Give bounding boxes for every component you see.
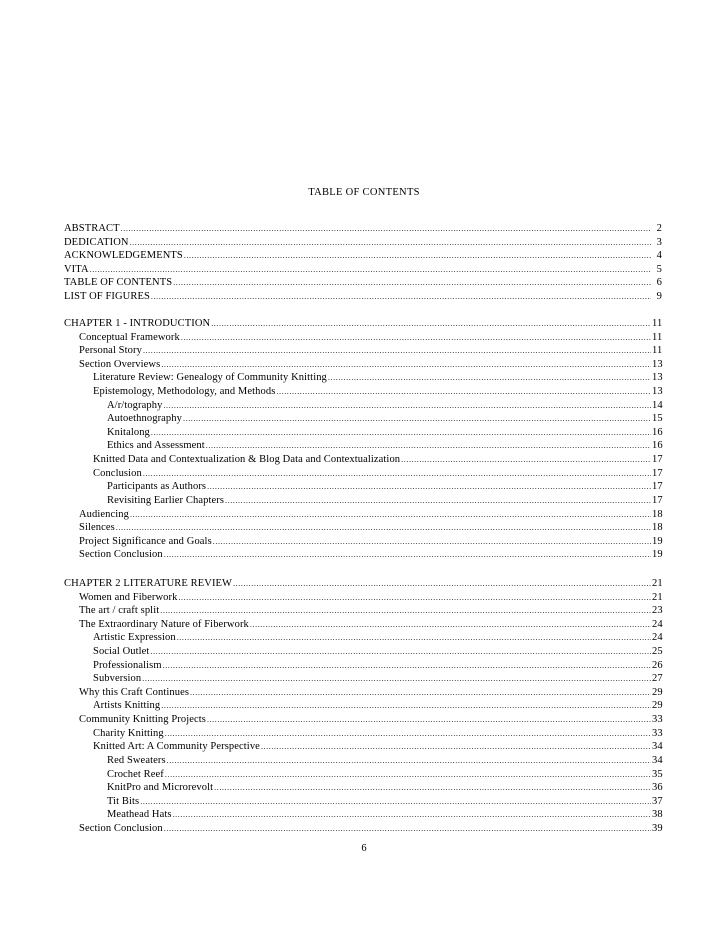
toc-entry-title: CHAPTER 1 - INTRODUCTION bbox=[64, 318, 211, 329]
dot-leader bbox=[401, 453, 651, 467]
toc-entry-title: Project Significance and Goals bbox=[79, 535, 212, 547]
toc-entry-title: Personal Story bbox=[79, 345, 142, 357]
dot-leader bbox=[328, 371, 651, 385]
dot-leader bbox=[161, 699, 651, 713]
toc-entry-page: 19 bbox=[652, 535, 663, 547]
toc-entry-page: 24 bbox=[652, 632, 663, 644]
dot-leader bbox=[276, 385, 651, 399]
toc-entry bbox=[64, 453, 662, 467]
toc-entry-title: Subversion bbox=[93, 673, 142, 685]
toc-entry bbox=[64, 754, 662, 768]
toc-entry bbox=[64, 535, 662, 549]
dot-leader bbox=[183, 412, 651, 426]
dot-leader bbox=[167, 754, 651, 768]
toc-entry-title: Section Overviews bbox=[79, 358, 161, 370]
toc-entry-page: 13 bbox=[652, 372, 663, 384]
toc-entry bbox=[64, 467, 662, 481]
toc-entry bbox=[64, 290, 662, 304]
toc-entry-title: Professionalism bbox=[93, 659, 162, 671]
toc-entry bbox=[64, 344, 662, 358]
dot-leader bbox=[90, 263, 651, 277]
toc-entry bbox=[64, 439, 662, 453]
dot-leader bbox=[190, 686, 651, 700]
toc-entry-page: 21 bbox=[652, 591, 663, 603]
dot-leader bbox=[181, 331, 651, 345]
toc-entry-page: 38 bbox=[652, 809, 663, 821]
toc-entry-page: 29 bbox=[652, 686, 663, 698]
toc-entry-page: 19 bbox=[652, 549, 663, 561]
toc-entry bbox=[64, 822, 662, 836]
toc-entry-page: 36 bbox=[652, 782, 663, 794]
dot-leader bbox=[233, 577, 651, 591]
dot-leader bbox=[207, 480, 651, 494]
toc-entry bbox=[64, 618, 662, 632]
dot-leader bbox=[130, 508, 651, 522]
toc-entry-page: 17 bbox=[652, 454, 663, 466]
dot-leader bbox=[184, 249, 651, 263]
dot-leader bbox=[164, 548, 651, 562]
dot-leader bbox=[116, 521, 651, 535]
toc-entry-title: Women and Fiberwork bbox=[79, 591, 178, 603]
toc-entry-page: 24 bbox=[652, 618, 663, 630]
toc-entry bbox=[64, 591, 662, 605]
dot-leader bbox=[211, 317, 651, 331]
toc-entry-page: 13 bbox=[652, 358, 663, 370]
toc-entry-page: 17 bbox=[652, 481, 663, 493]
toc-entry bbox=[64, 358, 662, 372]
toc-entry-title: Red Sweaters bbox=[107, 754, 166, 766]
toc-entry-title: Section Conclusion bbox=[79, 822, 163, 834]
toc-entry-title: Knitted Data and Contextualization & Blog Data and Contextualization bbox=[93, 454, 401, 466]
toc-entry-page: 11 bbox=[652, 345, 663, 357]
toc-entry bbox=[64, 331, 662, 345]
dot-leader bbox=[250, 618, 651, 632]
page-title: TABLE OF CONTENTS bbox=[308, 187, 420, 198]
dot-leader bbox=[151, 290, 651, 304]
toc-entry bbox=[64, 399, 662, 413]
dot-leader bbox=[178, 591, 651, 605]
dot-leader bbox=[161, 358, 651, 372]
toc-entry-title: Tit Bits bbox=[107, 795, 140, 807]
toc-entry-page: 16 bbox=[652, 440, 663, 452]
toc-entry bbox=[64, 781, 662, 795]
toc-entry-title: Knitted Art: A Community Perspective bbox=[93, 741, 260, 753]
toc-entry bbox=[64, 645, 662, 659]
dot-leader bbox=[207, 713, 651, 727]
toc-entry-title: LIST OF FIGURES bbox=[64, 291, 150, 303]
dot-leader bbox=[173, 808, 651, 822]
toc-entry bbox=[64, 795, 662, 809]
toc-entry-title: A/r/tography bbox=[107, 399, 163, 411]
dot-leader bbox=[164, 822, 651, 836]
toc-entry-title: ABSTRACT bbox=[64, 223, 120, 234]
toc-entry bbox=[64, 713, 662, 727]
dot-leader bbox=[225, 494, 651, 508]
dot-leader bbox=[213, 535, 651, 549]
toc-entry-page: 17 bbox=[652, 494, 663, 506]
toc-entry-title: Community Knitting Projects bbox=[79, 714, 206, 726]
toc-entry-page: 37 bbox=[652, 795, 663, 807]
toc-entry bbox=[64, 577, 662, 591]
toc-entry bbox=[64, 412, 662, 426]
toc-entry-title: Silences bbox=[79, 522, 115, 534]
toc-entry-page: 33 bbox=[652, 727, 663, 739]
toc-entry bbox=[64, 808, 662, 822]
toc-entry bbox=[64, 508, 662, 522]
toc-entry-page: 18 bbox=[652, 522, 663, 534]
toc-entry bbox=[64, 480, 662, 494]
toc-entry-page: 14 bbox=[652, 399, 663, 411]
dot-leader bbox=[143, 344, 651, 358]
toc-entry-page: 13 bbox=[652, 386, 663, 398]
toc-entry-title: Participants as Authors bbox=[107, 481, 207, 493]
toc-entry-page: 4 bbox=[656, 250, 662, 262]
toc-entry bbox=[64, 604, 662, 618]
toc-entry-page: 11 bbox=[652, 318, 663, 329]
toc-entry-title: Revisiting Earlier Chapters bbox=[107, 494, 225, 506]
toc-entry-title: Audiencing bbox=[79, 508, 129, 520]
toc-entry-title: TABLE OF CONTENTS bbox=[64, 277, 173, 289]
dot-leader bbox=[214, 781, 651, 795]
toc-entry-title: Meathead Hats bbox=[107, 809, 172, 821]
toc-entry bbox=[64, 659, 662, 673]
toc-entry bbox=[64, 249, 662, 263]
toc-entry bbox=[64, 548, 662, 562]
toc-entry-page: 23 bbox=[652, 605, 663, 617]
toc-entry bbox=[64, 740, 662, 754]
toc-entry bbox=[64, 686, 662, 700]
toc-entry-title: Ethics and Assessment bbox=[107, 440, 205, 452]
toc-entry-title: The Extraordinary Nature of Fiberwork bbox=[79, 618, 249, 630]
toc-entry-page: 25 bbox=[652, 646, 663, 658]
toc-entry-title: ACKNOWLEDGEMENTS bbox=[64, 250, 183, 262]
toc-entry-title: VITA bbox=[64, 263, 89, 275]
toc-entry-title: Artistic Expression bbox=[93, 632, 176, 644]
toc-entry-title: CHAPTER 2 LITERATURE REVIEW bbox=[64, 578, 233, 589]
dot-leader bbox=[165, 727, 651, 741]
toc-entry bbox=[64, 276, 662, 290]
page-number: 6 bbox=[361, 843, 367, 854]
toc-entry-page: 17 bbox=[652, 467, 663, 479]
toc-entry-page: 16 bbox=[652, 426, 663, 438]
toc-entry-page: 21 bbox=[652, 578, 663, 589]
toc-entry bbox=[64, 222, 662, 236]
toc-entry-page: 39 bbox=[652, 822, 663, 834]
toc-entry-title: Charity Knitting bbox=[93, 727, 164, 739]
toc-entry-page: 26 bbox=[652, 659, 663, 671]
toc-entry bbox=[64, 371, 662, 385]
toc-entry-page: 29 bbox=[652, 700, 663, 712]
toc-entry-page: 9 bbox=[656, 291, 662, 303]
toc-entry-title: Autoethnography bbox=[107, 413, 182, 425]
toc-entry-title: KnitPro and Microrevolt bbox=[107, 782, 214, 794]
toc-chapter-1 bbox=[64, 317, 662, 562]
toc-entry bbox=[64, 317, 662, 331]
toc-entry-page: 34 bbox=[652, 741, 663, 753]
toc-entry-title: Why this Craft Continues bbox=[79, 686, 190, 698]
toc-entry-page: 34 bbox=[652, 754, 663, 766]
toc-entry-title: Crochet Reef bbox=[107, 768, 164, 780]
dot-leader bbox=[173, 276, 651, 290]
dot-leader bbox=[163, 399, 651, 413]
dot-leader bbox=[177, 631, 651, 645]
dot-leader bbox=[121, 222, 651, 236]
toc-entry-title: DEDICATION bbox=[64, 236, 129, 248]
dot-leader bbox=[140, 795, 651, 809]
dot-leader bbox=[130, 236, 651, 250]
toc-entry-page: 35 bbox=[652, 768, 663, 780]
toc-entry bbox=[64, 236, 662, 250]
dot-leader bbox=[151, 426, 651, 440]
toc-chapter-2 bbox=[64, 577, 662, 836]
toc-entry-page: 15 bbox=[652, 413, 663, 425]
toc-entry bbox=[64, 426, 662, 440]
toc-entry bbox=[64, 768, 662, 782]
toc-entry-page: 11 bbox=[652, 331, 663, 343]
toc-entry bbox=[64, 521, 662, 535]
toc-entry bbox=[64, 631, 662, 645]
toc-front-matter bbox=[64, 222, 662, 304]
toc-entry-title: Artists Knitting bbox=[93, 700, 161, 712]
toc-entry-page: 6 bbox=[656, 277, 662, 289]
toc-entry-page: 27 bbox=[652, 673, 663, 685]
toc-entry-page: 5 bbox=[656, 263, 662, 275]
toc-entry bbox=[64, 494, 662, 508]
toc-entry-title: Epistemology, Methodology, and Methods bbox=[93, 386, 276, 398]
toc-entry-title: The art / craft split bbox=[79, 605, 160, 617]
toc-entry bbox=[64, 672, 662, 686]
toc-entry-title: Social Outlet bbox=[93, 646, 150, 658]
toc-entry-page: 33 bbox=[652, 714, 663, 726]
dot-leader bbox=[142, 672, 651, 686]
toc-entry-title: Literature Review: Genealogy of Community Knitting bbox=[93, 372, 327, 384]
toc-entry-title: Knitalong bbox=[107, 426, 150, 438]
dot-leader bbox=[150, 645, 651, 659]
dot-leader bbox=[261, 740, 651, 754]
toc-entry-page: 3 bbox=[656, 236, 662, 248]
dot-leader bbox=[163, 659, 651, 673]
toc-entry-page: 18 bbox=[652, 508, 663, 520]
toc-entry-title: Section Conclusion bbox=[79, 549, 163, 561]
toc-entry bbox=[64, 263, 662, 277]
dot-leader bbox=[165, 768, 651, 782]
dot-leader bbox=[160, 604, 651, 618]
dot-leader bbox=[143, 467, 651, 481]
toc-entry-title: Conclusion bbox=[93, 467, 142, 479]
toc-entry bbox=[64, 385, 662, 399]
toc-entry-page: 2 bbox=[656, 223, 662, 234]
dot-leader bbox=[206, 439, 651, 453]
toc-entry bbox=[64, 699, 662, 713]
toc-entry-title: Conceptual Framework bbox=[79, 331, 180, 343]
toc-entry bbox=[64, 727, 662, 741]
